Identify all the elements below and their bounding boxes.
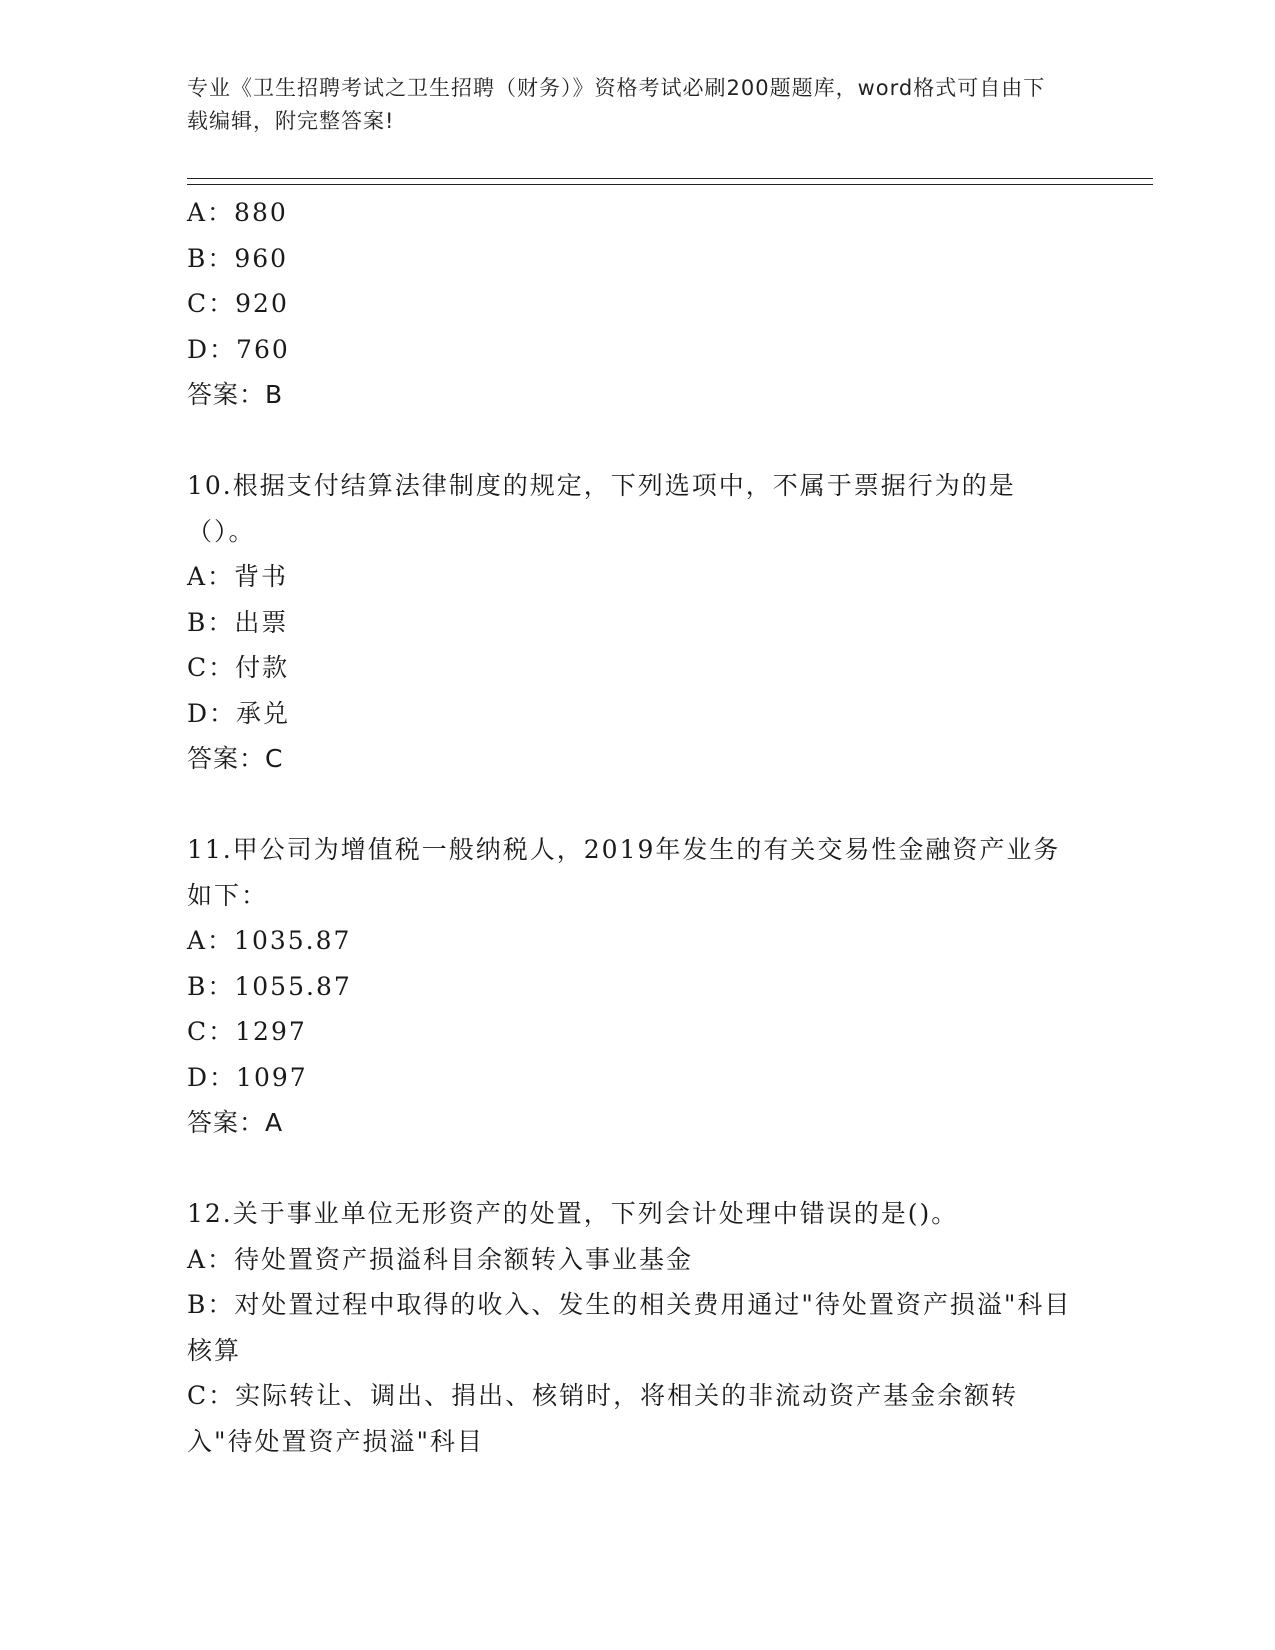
option-b: B：1055.87 (187, 971, 352, 1001)
option-d: D：760 (187, 334, 290, 364)
question-12 (187, 1191, 1077, 1464)
option-a: A：背书 (187, 562, 289, 591)
question-text: 12.关于事业单位无形资产的处置，下列会计处理中错误的是()。 (187, 1199, 959, 1228)
answer-label: 答案：C (187, 744, 284, 773)
option-c: C：920 (187, 289, 289, 318)
option-d: D：承兑 (187, 698, 291, 728)
answer-label: 答案：B (187, 380, 284, 409)
option-c: C：实际转让、调出、捐出、核销时，将相关的非流动资产基金余额转入"待处置资产损溢"科目 (187, 1381, 1019, 1456)
option-c: C：1297 (187, 1017, 307, 1046)
option-d: D：1097 (187, 1062, 308, 1092)
answer-label: 答案：A (187, 1108, 284, 1137)
question-text: 11.甲公司为增值税一般纳税人，2019年发生的有关交易性金融资产业务如下： (187, 835, 1061, 910)
option-b: B：出票 (187, 607, 289, 637)
page-header: 专业《卫生招聘考试之卫生招聘（财务）》资格考试必刷200题题库，word格式可自由下载编辑，附完整答案! (187, 76, 1046, 133)
option-a: A：待处置资产损溢科目余额转入事业基金 (187, 1244, 694, 1274)
option-b: B：对处置过程中取得的收入、发生的相关费用通过"待处置资产损溢"科目核算 (187, 1290, 1072, 1365)
document-body (187, 190, 1077, 1464)
question-text: 10.根据支付结算法律制度的规定，下列选项中，不属于票据行为的是（）。 (187, 471, 1016, 546)
option-a: A：880 (187, 198, 288, 227)
question-11 (187, 827, 1077, 1146)
question-9-tail (187, 190, 1077, 418)
option-c: C：付款 (187, 653, 290, 682)
question-10 (187, 463, 1077, 782)
option-b: B：960 (187, 243, 289, 273)
header-divider (187, 178, 1153, 185)
option-a: A：1035.87 (187, 926, 352, 955)
